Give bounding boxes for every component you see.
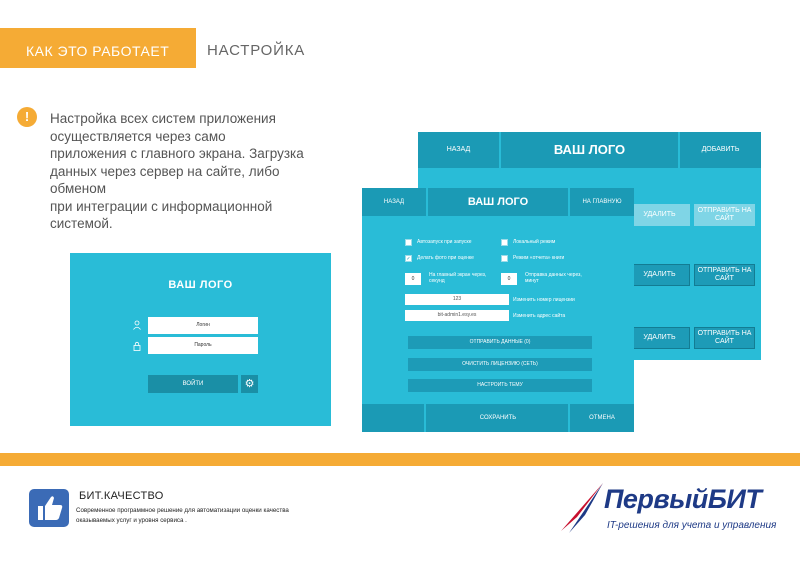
description-line: данных через сервер на сайте, либо bbox=[50, 163, 280, 179]
main-screen-seconds-input[interactable]: 0 bbox=[405, 273, 421, 285]
license-input[interactable]: 123 bbox=[405, 294, 509, 305]
brand-title: БИТ.КАЧЕСТВО bbox=[79, 490, 164, 502]
description-line: системой. bbox=[50, 216, 113, 231]
tab-settings[interactable]: НАСТРОЙКА bbox=[207, 42, 306, 59]
settings-logo: ВАШ ЛОГО bbox=[428, 188, 568, 216]
settings-footer bbox=[362, 404, 634, 432]
theme-button[interactable]: НАСТРОИТЬ ТЕМУ bbox=[408, 379, 592, 392]
main-screen-label: На главный экран через, секунд bbox=[429, 272, 487, 284]
gear-icon[interactable]: ⚙ bbox=[241, 375, 258, 393]
back-button[interactable]: НАЗАД bbox=[362, 188, 426, 216]
photo-checkbox[interactable]: ✓ bbox=[406, 256, 411, 262]
autostart-checkbox[interactable] bbox=[405, 239, 412, 246]
exclamation-icon: ! bbox=[17, 107, 37, 127]
photo-label: Делать фото при оценке bbox=[417, 255, 474, 261]
cancel-button[interactable]: ОТМЕНА bbox=[568, 404, 634, 432]
description-line: обменом bbox=[50, 181, 106, 196]
delete-button[interactable]: УДАЛИТЬ bbox=[629, 204, 690, 226]
delete-button[interactable]: УДАЛИТЬ bbox=[629, 327, 690, 349]
list-logo: ВАШ ЛОГО bbox=[501, 132, 678, 168]
autostart-label: Автозапуск при запуске bbox=[417, 239, 472, 245]
send-to-site-button[interactable]: ОТПРАВИТЬ НА САЙТ bbox=[694, 264, 755, 286]
add-button[interactable]: ДОБАВИТЬ bbox=[680, 132, 761, 168]
description-text bbox=[50, 110, 335, 233]
clear-license-button[interactable]: ОЧИСТИТЬ ЛИЦЕНЗИЮ (СЕТЬ) bbox=[408, 358, 592, 371]
password-field[interactable]: Пароль bbox=[148, 337, 258, 354]
login-field[interactable]: Логин bbox=[148, 317, 258, 334]
description-line: Настройка всех систем приложения bbox=[50, 111, 276, 126]
send-minutes-input[interactable]: 0 bbox=[501, 273, 517, 285]
send-to-site-button[interactable]: ОТПРАВИТЬ НА САЙТ bbox=[694, 327, 755, 349]
tab-how-it-works[interactable]: КАК ЭТО РАБОТАЕТ bbox=[0, 28, 196, 68]
settings-screen-mockup bbox=[362, 188, 634, 432]
description-line: осуществляется через само bbox=[50, 128, 226, 144]
user-icon bbox=[132, 320, 142, 330]
site-label: Изменить адрес сайта bbox=[513, 313, 566, 319]
company-tagline: IT-решения для учета и управления bbox=[607, 520, 777, 531]
home-button[interactable]: НА ГЛАВНУЮ bbox=[570, 188, 634, 216]
back-button[interactable]: НАЗАД bbox=[418, 132, 499, 168]
thumbs-up-icon bbox=[29, 489, 69, 527]
report-mode-checkbox[interactable] bbox=[501, 255, 508, 262]
login-button[interactable]: ВОЙТИ bbox=[148, 375, 238, 393]
send-minutes-label: Отправка данных через, минут bbox=[525, 272, 582, 284]
lock-icon bbox=[132, 341, 142, 351]
description-line: приложения с главного экрана. Загрузка bbox=[50, 146, 304, 161]
save-button[interactable]: СОХРАНИТЬ bbox=[479, 415, 517, 421]
license-label: Изменить номер лицензии bbox=[513, 297, 575, 303]
report-mode-label: Режим «отчета» книги bbox=[513, 255, 565, 261]
delete-button[interactable]: УДАЛИТЬ bbox=[629, 264, 690, 286]
footer-spacer bbox=[362, 404, 426, 432]
login-screen-mockup bbox=[70, 253, 331, 426]
company-name: ПервыйБИТ bbox=[604, 484, 762, 514]
orange-divider bbox=[0, 453, 800, 466]
description-line: при интеграции с информационной bbox=[50, 198, 273, 214]
send-data-button[interactable]: ОТПРАВИТЬ ДАННЫЕ (0) bbox=[408, 336, 592, 349]
send-to-site-button[interactable]: ОТПРАВИТЬ НА САЙТ bbox=[694, 204, 755, 226]
site-input[interactable]: bit-admin1.esy.es bbox=[405, 310, 509, 321]
login-logo: ВАШ ЛОГО bbox=[168, 279, 233, 291]
brand-description: Современное программное решение для автоматизации оценки качества оказываемых услуг и уровня сервиса . bbox=[76, 507, 289, 524]
local-mode-label: Локальный режим bbox=[513, 239, 556, 245]
local-mode-checkbox[interactable] bbox=[501, 239, 508, 246]
